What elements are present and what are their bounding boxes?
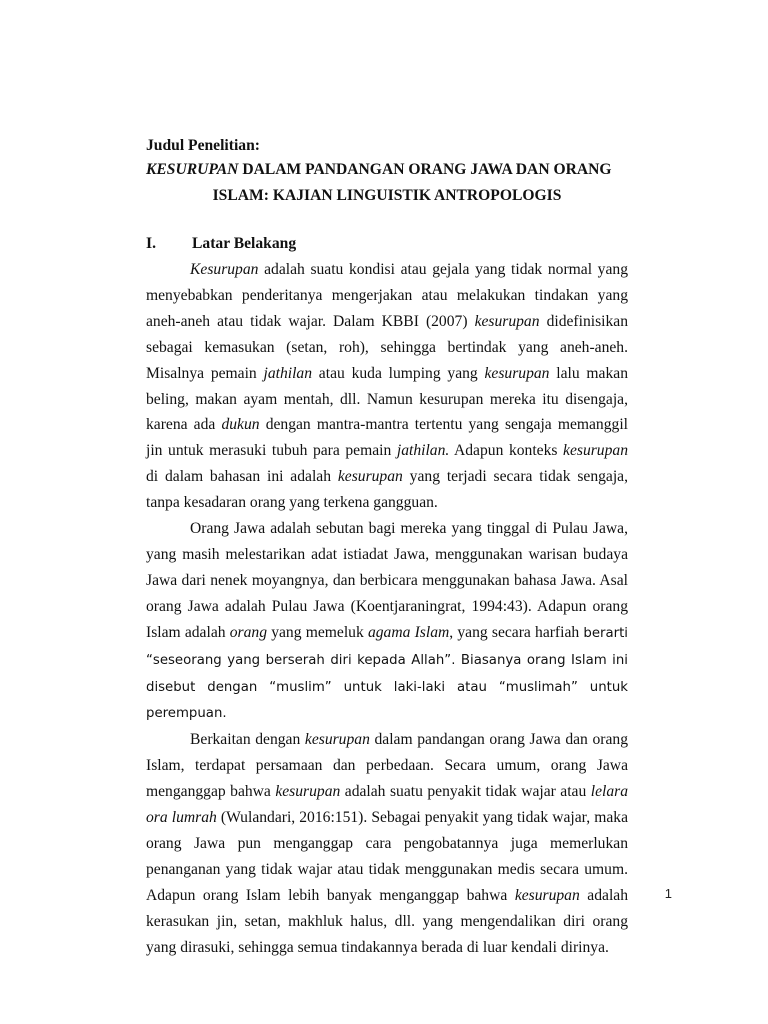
text-column	[146, 136, 628, 960]
paragraph-1	[146, 257, 628, 516]
title-line-1-rest: DALAM PANDANGAN ORANG JAWA DAN ORANG	[238, 161, 612, 178]
term-kesurupan: kesurupan	[337, 468, 403, 486]
text-run: adalah suatu penyakit tidak wajar atau	[340, 783, 591, 801]
text-run: adalah kerasukan jin, setan, makhluk halus, dll. yang mengendalikan diri orang yang dirasuki, sehingga semua tindakannya berada di luar kendali dirinya.	[146, 886, 629, 956]
text-run-sans: berarti “seseorang yang berserah diri kepada Allah”. Biasanya orang Islam ini disebut dengan “muslim” untuk laki-laki atau “muslimah” untuk perempuan.	[146, 625, 629, 722]
title-line-2: ISLAM: KAJIAN LINGUISTIK ANTROPOLOGIS	[212, 187, 562, 204]
text-run: dalam pandangan orang Jawa dan orang Islam, terdapat persamaan dan perbedaan. Secara umum, orang Jawa menganggap bahwa	[146, 731, 628, 801]
section-body	[146, 257, 628, 960]
text-run: Adapun konteks	[449, 442, 564, 460]
term-kesurupan: kesurupan	[563, 442, 628, 460]
text-run: lalu makan beling, makan ayam mentah, dll. Namun kesurupan mereka itu disengaja, karena ada	[146, 364, 628, 434]
term-kesurupan: Kesurupan	[190, 261, 259, 278]
section-heading	[146, 231, 628, 257]
section-title: Latar Belakang	[192, 235, 297, 252]
text-run: dengan mantra-mantra tertentu yang sengaja memanggil jin untuk merasuki tubuh para pemain	[146, 416, 628, 460]
section-number: I.	[146, 235, 156, 252]
text-run: di dalam bahasan ini adalah	[146, 468, 338, 486]
research-title-label: Judul Penelitian:	[146, 137, 260, 154]
term-kesurupan: kesurupan	[484, 364, 550, 382]
term-jathilan: jathilan	[263, 364, 313, 382]
title-keyword: KESURUPAN	[146, 161, 239, 178]
term-dukun: dukun	[221, 416, 260, 434]
document-title	[146, 157, 628, 209]
text-run: Berkaitan dengan	[190, 731, 305, 749]
term-kesurupan: kesurupan	[304, 731, 370, 749]
text-run: yang terjadi secara tidak sengaja, tanpa kesadaran orang yang terkena gangguan.	[146, 468, 628, 512]
paragraph-2	[146, 516, 628, 727]
text-run: (Wulandari, 2016:151). Sebagai penyakit yang tidak wajar, maka orang Jawa pun menganggap cara pengobatannya juga memerlukan penanganan yang tidak wajar atau tidak menggunakan medis secara umum. Adapun orang Islam lebih banyak menganggap bahwa	[146, 809, 628, 904]
text-run: yang memeluk	[267, 623, 368, 641]
term-orang: orang	[229, 623, 267, 641]
text-run: atau kuda lumping yang	[312, 364, 485, 382]
term-kesurupan: kesurupan	[514, 886, 580, 904]
text-run: , yang secara harfiah	[449, 623, 584, 641]
term-kesurupan: kesurupan	[474, 312, 540, 330]
title-line-1	[146, 157, 628, 183]
text-run: didefinisikan sebagai kemasukan (setan, roh), sehingga bertindak yang aneh-aneh. Misalnya pemain	[146, 312, 628, 382]
paragraph-3	[146, 727, 628, 960]
term-lelara-ora-lumrah: lelara ora lumrah	[146, 783, 629, 827]
term-agama-islam: agama Islam	[367, 623, 450, 641]
page-number: 1	[664, 886, 672, 901]
term-kesurupan: kesurupan	[275, 783, 341, 801]
text-run: adalah suatu kondisi atau gejala yang tidak normal yang menyebabkan penderitanya mengerjakan atau melakukan tindakan yang aneh-aneh atau tidak wajar. Dalam KBBI (2007)	[146, 261, 628, 330]
text-run: Orang Jawa adalah sebutan bagi mereka yang tinggal di Pulau Jawa, yang masih melestarikan adat istiadat Jawa, menggunakan warisan budaya Jawa dari nenek moyangnya, dan berbicara menggunakan bahasa Jawa. Asal orang Jawa adalah Pulau Jawa (Koentjaraningrat, 1994:43). Adapun orang Islam adalah	[146, 520, 628, 641]
term-jathilan: jathilan.	[396, 442, 450, 460]
